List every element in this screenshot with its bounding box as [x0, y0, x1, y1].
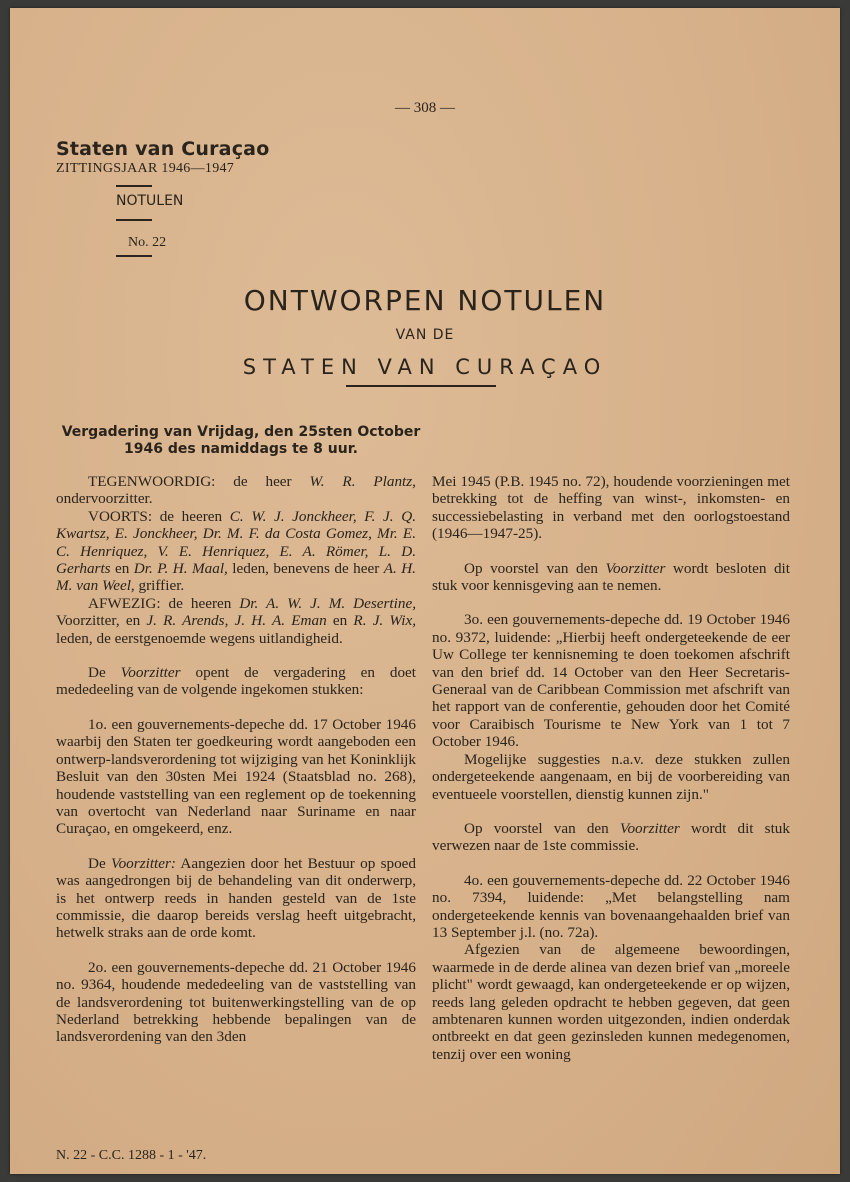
paragraph-decision-1 [432, 560, 790, 595]
masthead-notulen: NOTULEN [116, 193, 184, 209]
meeting-line-2: 1946 des namiddags te 8 uur. [124, 441, 358, 457]
print-code-footer: N. 22 - C.C. 1288 - 1 - '47. [56, 1148, 207, 1163]
paragraph-moral-duty: Afgezien van de algemeene bewoordingen, waarmede in de derde alinea van dezen brief van „moreele plicht" wordt gewaagd, kan ondergeteekende er op wijzen, reeds lang geleden opdracht te hebben gegeven, dat geen ambtenaren kunnen worden uitgezonden, indien onderdak ontbreekt en dat geen gezinsleden kunnen medegenomen, tenzij over een woning [432, 941, 790, 1063]
text-run: Voorzitter, en [56, 612, 147, 630]
text-run: ondervoorzitter. [56, 490, 153, 508]
masthead [56, 138, 286, 257]
text-run-italic: Dr. A. W. J. M. Desertine, [239, 594, 416, 612]
title-main: ONTWORPEN NOTULEN [243, 284, 607, 317]
text-run: wordt besloten dit stuk voor kennisgeving aan te nemen. [432, 559, 790, 595]
text-run: De [88, 854, 111, 872]
masthead-divider [116, 255, 152, 257]
text-run: leden, de eerstgenoemde wegens uitlandigheid. [56, 629, 343, 647]
text-run: TEGENWOORDIG: de heer [88, 473, 310, 490]
masthead-divider [116, 219, 152, 221]
text-run: VOORTS: de heeren [88, 507, 230, 525]
masthead-number: No. 22 [128, 235, 167, 250]
text-run-italic: Voorzitter [619, 819, 680, 837]
text-run-italic: A. H. M. van Weel, [56, 560, 416, 595]
text-run-italic: W. R. Plantz, [309, 473, 416, 490]
meeting-heading [56, 424, 426, 458]
paragraph-item-1: 1o. een gouvernements-depeche dd. 17 October 1946 waarbij den Staten ter goedkeuring wordt aangeboden een ontwerp-landsverordening tot wijziging van het Koninklijk Besluit van den 30sten Mei 1924 (Staatsblad no. 268), houdende vaststelling van een reglement op de toekenning van overtocht van Nederland naar Suriname en naar Curaçao, en omgekeerd, enz. [56, 715, 416, 838]
text-run: De [88, 664, 121, 682]
paragraph-decision-2 [432, 820, 790, 855]
text-run-italic: C. W. J. Jonckheer, F. J. Q. Kwartsz, E. Jonckheer, Dr. M. F. da Costa Gomez, Mr. E. C. Henriquez, V. E. Henriquez, E. A. Römer, L. D. Gerharts [56, 507, 416, 578]
paragraph-opening [56, 664, 416, 699]
paragraph-absent [56, 595, 416, 647]
paragraph-suggestions: Mogelijke suggesties n.a.v. deze stukken zullen ondergeteekende aangenaam, en bij de voorbereiding van eventueele voorstellen, dienstig kunnen zijn." [432, 750, 790, 803]
text-run-italic: Voorzitter: [111, 854, 176, 872]
paragraph-also-present [56, 508, 416, 595]
text-run: griffier. [134, 577, 185, 595]
title-divider [346, 385, 496, 387]
title-block [10, 284, 840, 387]
text-run: Op voorstel van den [464, 819, 620, 837]
paragraph-item-3: 3o. een gouvernements-depeche dd. 19 October 1946 no. 9372, luidende: „Hierbij heeft ondergeteekende de eer Uw College ter kennisneming te doen toekomen afschrift van den brief dd. 14 October van den Heer Secretaris-Generaal van de Caribbean Commission met afschrift van het rapport van de conferentie, gehouden door het Comité voor Caraibisch Tourisme te New York van 1 tot 7 October 1946. [432, 611, 790, 751]
masthead-divider [116, 185, 152, 187]
text-run-italic: Voorzitter [120, 664, 181, 682]
title-staten: STATEN VAN CURAÇAO [242, 355, 608, 379]
text-run: wordt dit stuk verwezen naar de 1ste commissie. [432, 819, 790, 855]
text-run: leden, benevens de heer [227, 560, 384, 578]
paragraph-chair-remark [56, 855, 416, 942]
page-number: — 308 — [395, 100, 455, 116]
text-run: Aangezien door het Bestuur op spoed was aangedrongen bij de behandeling van dit onderwerp, is het ontwerp reeds in handen gesteld van de 1ste commissie, die daarop bereids verslag heeft uitgebracht, hetwelk straks aan de orde komt. [56, 854, 416, 942]
meeting-line-1: Vergadering van Vrijdag, den 25sten October [61, 424, 421, 440]
text-run: en [326, 612, 354, 630]
masthead-title: Staten van Curaçao [56, 138, 270, 160]
text-run-italic: R. J. Wix, [353, 612, 416, 630]
right-column [432, 473, 790, 1063]
text-run: en [110, 560, 134, 578]
paragraph-item-4: 4o. een gouvernements-depeche dd. 22 October 1946 no. 7394, luidende: „Met belangstelling nam ondergeteekende kennis van bovenaangehaalden brief van 13 September j.l. (no. 72a). [432, 871, 790, 941]
text-run-italic: J. R. Arends, J. H. A. Eman [146, 612, 327, 630]
masthead-session: ZITTINGSJAAR 1946—1947 [56, 161, 235, 176]
text-run: Op voorstel van den [464, 559, 606, 577]
document-page [10, 8, 840, 1174]
text-run: AFWEZIG: de heeren [88, 594, 240, 612]
title-van-de: VAN DE [395, 327, 455, 343]
paragraph-item-2-cont: Mei 1945 (P.B. 1945 no. 72), houdende voorzieningen met betrekking tot de heffing van winst-, inkomsten- en successiebelasting in verband met den oorlogstoestand (1946—1947-25). [432, 473, 790, 543]
text-run-italic: Dr. P. H. Maal, [133, 560, 228, 578]
paragraph-present [56, 473, 416, 508]
left-column [56, 473, 416, 1046]
text-run: opent de vergadering en doet mededeeling van de volgende ingekomen stukken: [56, 664, 416, 699]
paragraph-item-2: 2o. een gouvernements-depeche dd. 21 October 1946 no. 9364, houdende mededeeling van de vaststelling van de landsverordening tot buitenwerkingstelling van de op Nederland betrekking hebbende bepalingen van de landsverordening van den 3den [56, 958, 416, 1046]
text-run-italic: Voorzitter [605, 559, 666, 577]
